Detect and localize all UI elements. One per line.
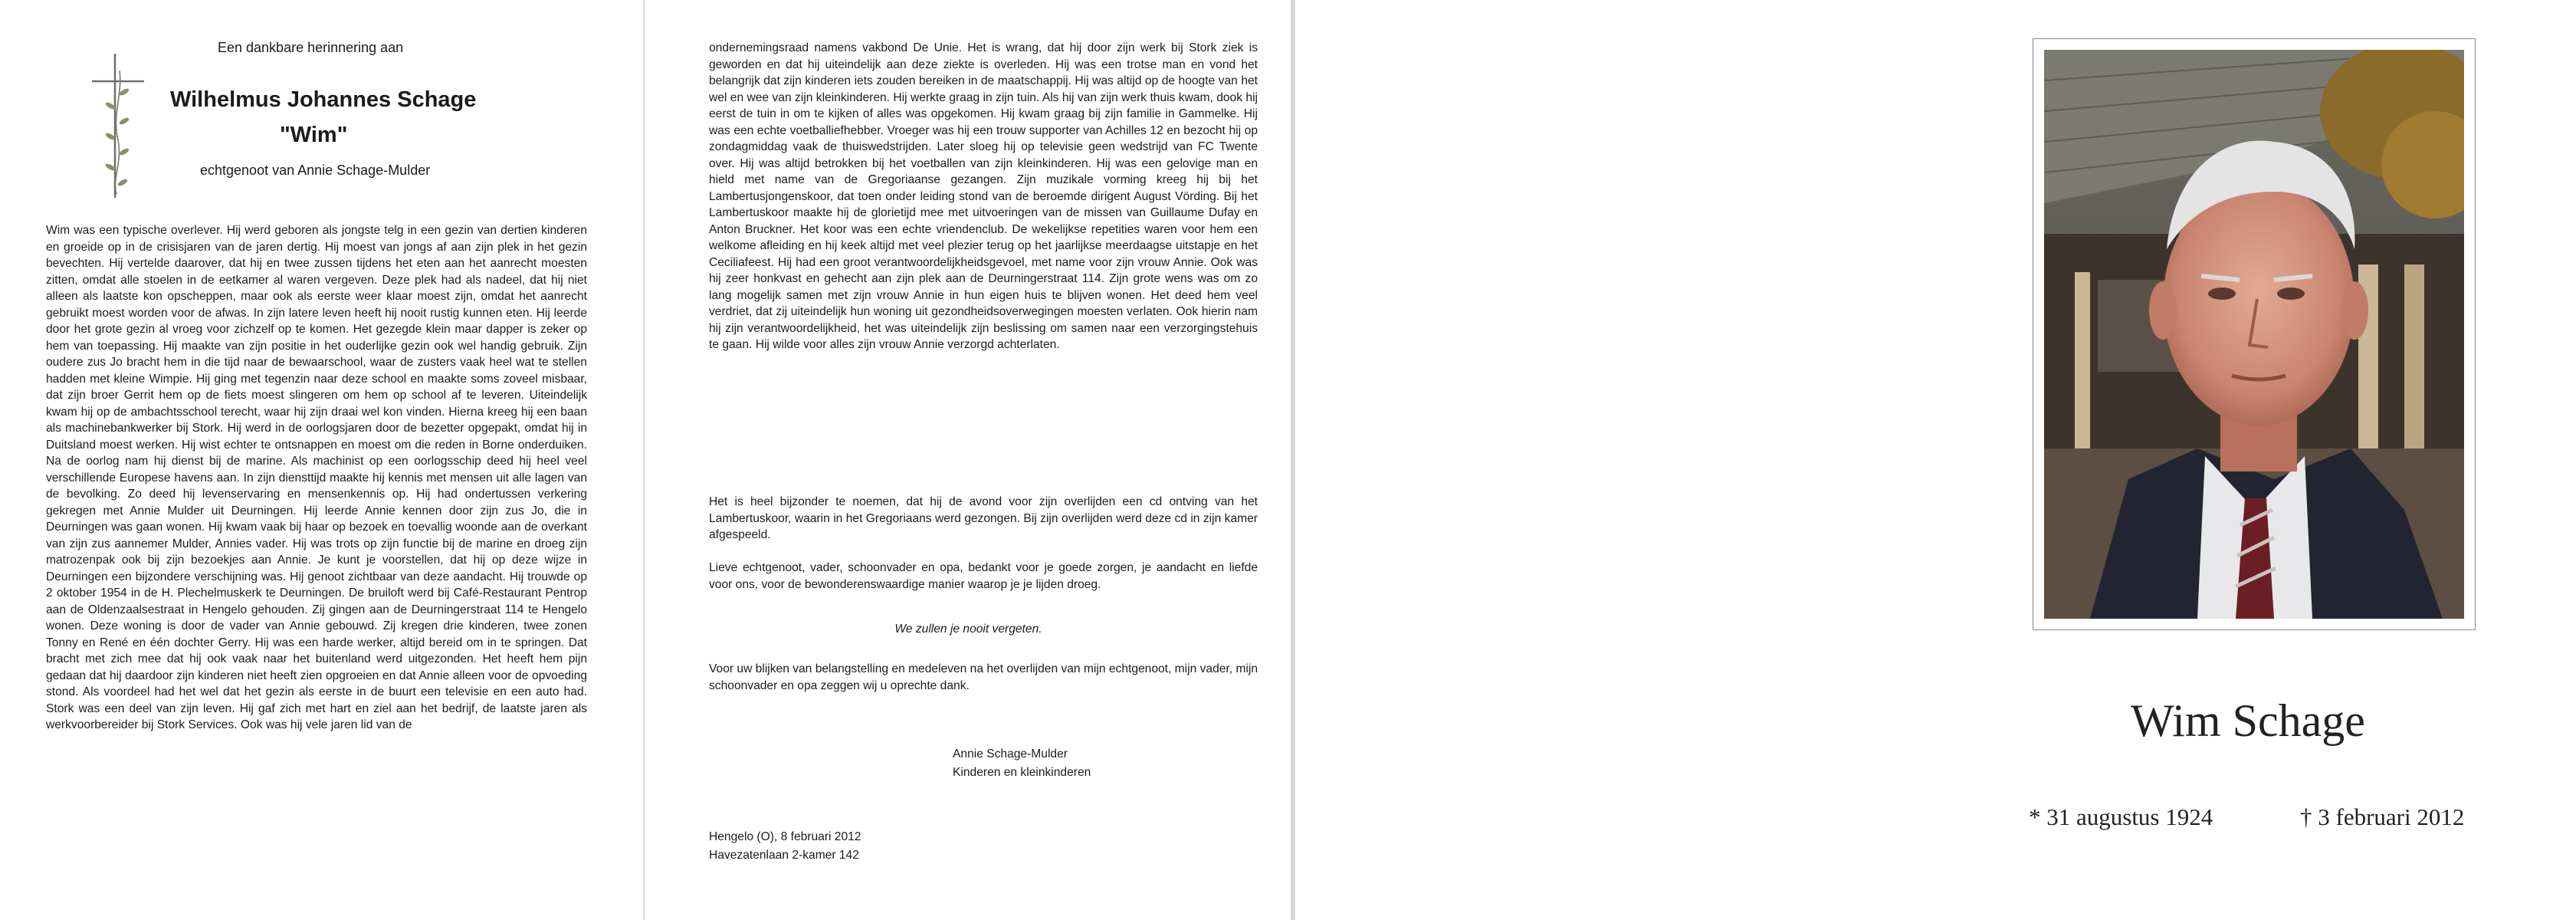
biography-text: Wim was een typische overlever. Hij werd geboren als jongste telg in een gezin van dertien kinderen en groeide op in de crisisjaren van de jaren dertig. Hij moest van jongs af aan zijn plek in het gezin bevechten. Hij vertelde daarover, dat hij en twee zussen tijdens het eten aan het aanrecht moesten zitten, omdat alle stoelen in de eetkamer al waren vergeven. Deze plek had als nadeel, dat hij niet alleen als laatste kon opscheppen, maar ook als eerste weer klaar moest zijn, omdat het aanrecht gebruikt moest worden voor de afwas. In zijn latere leven heeft hij nooit rustig kunnen eten. Hij leerde door het grote gezin al vroeg voor zichzelf op te komen. Het gezegde klein maar dapper is zeker op hem van toepassing. Hij maakte van zijn positie in het ouderlijke gezin ook wel handig gebruik. Zijn oudere zus Jo bracht hem in die tijd naar de bewaarschool, waar de zusters vaak heel wat te stellen hadden met kleine Wimpie. Hij ging met tegenzin naar deze school en maakte soms zoveel misbaar, dat zijn broer Gerrit hem op de fiets moest slingeren om hem op school af te leveren. Uiteindelijk kwam hij op de ambachtsschool terecht, waar hij zijn draai wel kon vinden. Hierna kreeg hij een baan als machinebankwerker bij Stork. Hij werd in de oorlogsjaren door de bezetter opgepakt, omdat hij in Duitsland moest werken. Hij wist echter te ontsnappen en moest om die reden in Borne onderduiken. Na de oorlog nam hij dienst bij de marine. Als machinist op een oorlogsschip deed hij heel veel verschillende Europese havens aan. In zijn diensttijd maakte hij kennis met mensen uit alle lagen van de bevolking. Zo deed hij levenservaring en mensenkennis op. Hij had ondertussen verkering gekregen met Annie Mulder uit Deurningen. Hij leerde Annie kennen door zijn zus Jo, die in Deurningen was gaan wonen. Hij kwam vaak bij haar op bezoek en toevallig woonde aan de overkant van zijn zus aannemer Mulder, Annies vader. Hij was trots op zijn functie bij de marine en droeg zijn matrozenpak ook bij zijn bezoekjes aan Annie. Je kunt je voorstellen, dat hij op deze wijze in Deurningen een bijzondere verschijning was. Hij genoot zichtbaar van deze aandacht. Hij trouwde op 2 oktober 1954 in de H. Plechelmuskerk te Deurningen. De bruiloft werd bij Café-Restaurant Pentrop aan de Oldenzaalsestraat in Hengelo gehouden. Zij gingen aan de Deurningerstraat 114 te Hengelo wonen. Deze woning is door de vader van Annie gebouwd. Zij kregen drie kinderen, twee zonen Tonny en René en één dochter Gerry. Hij was een harde werker, altijd bereid om in te springen. Dat bracht met zich mee dat hij ook vaak naar het buitenland werd uitgezonden. Het heeft hem pijn gedaan dat hij daardoor zijn kinderen niet heeft zien opgroeien en dat Annie alleen voor de opvoeding stond. Als voordeel had het wel dat het gezin als eerste in de buurt een televisie en een auto had. Stork was een deel van zijn leven. Hij gaf zich met hart en ziel aan het bedrijf, de laatste jaren als werkvoorbereider bij Stork Services. Ook was hij vele jaren lid van de — [46, 224, 587, 731]
left-panel — [0, 0, 644, 920]
photo-frame — [2033, 38, 2476, 630]
birth-date: * 31 augustus 1924 — [2029, 803, 2213, 830]
biography-continued: ondernemingsraad namens vakbond De Unie. Het is wrang, dat hij door zijn werk bij Stork ziek is geworden en dat hij uiteindelijk aan deze ziekte is overleden. Hij was een trotse man en vond het belangrijk dat zijn kinderen iets zouden bereiken in de maatschappij. Hij was altijd op de hoogte van het wel en wee van zijn kleinkinderen. Hij werkte graag in zijn tuin. Als hij van zijn werk thuis kwam, dook hij eerst de tuin in om te kijken of alles was opgekomen. Hij kwam graag bij zijn familie in Gammelke. Hij was een echte voetballiefhebber. Vroeger was hij een trouw supporter van Achilles 12 en bezocht hij op zondagmiddag vaak de thuiswedstrijden. Later sloeg hij op televisie geen wedstrijd van FC Twente over. Hij was altijd betrokken bij het voetballen van zijn kleinkinderen. Hij was een gelovige man en hield met name van de Gregoriaanse gezangen. Zijn muzikale vorming kreeg hij bij het Lambertusjongenskoor, dat toen onder leiding stond van de beroemde dirigent August Vörding. Bij het Lambertuskoor maakte hij de glorietijd mee met uitvoeringen van de missen van Guillaume Dufay en Anton Bruckner. Het koor was een echte vriendenclub. De wekelijkse repetities waren voor hem een welkome afleiding en hij keek altijd met veel plezier terug op het jaarlijkse meerdaagse uitstapje en het Ceciliafeest. Hij had een groot verantwoordelijkheidsgevoel, met name voor zijn vrouw Annie. Ook was hij zeer honkvast en gehecht aan zijn plek aan de Deurningerstraat 114. Zijn grote wens was om zo lang mogelijk samen met zijn vrouw Annie in hun eigen huis te blijven wonen. Het deed hem veel verdriet, dat zij uiteindelijk hun woning uit gezondheidsoverwegingen moesten verlaten. Ook hierin nam hij zijn verantwoordelijkheid, het was uiteindelijk zijn beslissing om samen naar een verzorgingstehuis te gaan. Hij wilde voor alles zijn vrouw Annie verzorgd achterlaten. — [709, 41, 1258, 351]
cd-paragraph: Het is heel bijzonder te noemen, dat hij de avond voor zijn overlijden een cd ontving van het Lambertuskoor, waarin in het Gregoriaans werd gezongen. Bij zijn overlijden werd deze cd in zijn kamer afgespeeld. — [709, 495, 1258, 541]
signature — [953, 745, 1091, 782]
quote: We zullen je nooit vergeten. — [894, 623, 1042, 636]
right-panel — [1295, 0, 2576, 920]
place-and-address — [709, 828, 861, 865]
sympathy-paragraph: Voor uw blijken van belangstelling en medeleven na het overlijden van mijn echtgenoot, mijn vader, mijn schoonvader en opa zeggen wij u oprechte dank. — [709, 662, 1258, 692]
signature-family: Kinderen en kleinkinderen — [953, 766, 1091, 779]
death-date: † 3 februari 2012 — [2300, 803, 2465, 830]
full-name: Wilhelmus Johannes Schage — [170, 87, 477, 112]
place-date: Hengelo (O), 8 februari 2012 — [709, 830, 861, 843]
cross-icon — [89, 48, 158, 201]
middle-panel — [645, 0, 1292, 920]
portrait-image — [2044, 50, 2464, 619]
signature-name: Annie Schage-Mulder — [953, 748, 1068, 761]
address: Havezatenlaan 2-kamer 142 — [709, 849, 859, 862]
intro-text: Een dankbare herinnering aan — [218, 40, 404, 55]
deceased-name: Wim Schage — [2131, 695, 2365, 746]
portrait-photo — [2044, 50, 2464, 619]
thanks-paragraph: Lieve echtgenoot, vader, schoonvader en opa, bedankt voor je goede zorgen, je aandacht en liefde voor ons, voor de bewonderenswaardige manier waarop je je lijden droeg. — [709, 561, 1258, 591]
nickname: "Wim" — [280, 123, 348, 147]
spouse-line: echtgenoot van Annie Schage-Mulder — [200, 163, 431, 178]
